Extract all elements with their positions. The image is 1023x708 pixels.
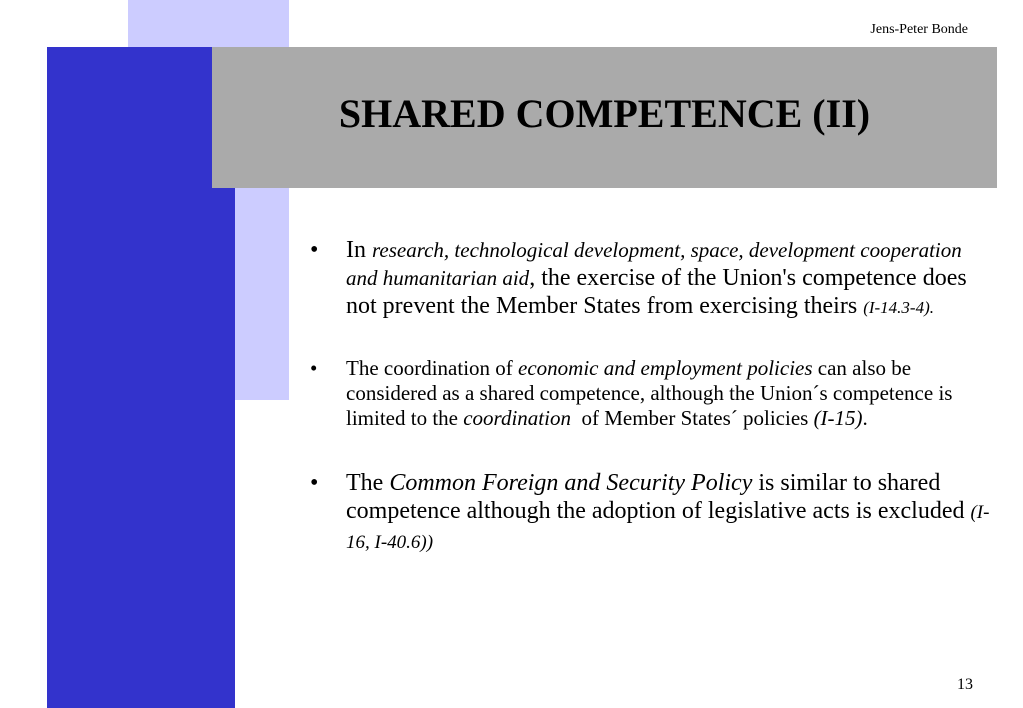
article-reference: (I-16, I-40.6)) — [346, 502, 990, 553]
bullet-text: , the exercise of the Union's competence does not prevent the Member States from exercising theirs — [346, 265, 967, 319]
slide-title: SHARED COMPETENCE (II) — [338, 91, 871, 136]
bullet-text: is similar to shared competence although the adoption of legislative acts is excluded — [346, 470, 971, 524]
article-reference: (I-15) — [813, 406, 863, 430]
decorative-blue-panel — [47, 47, 235, 708]
bullet-text: The coordination of — [346, 356, 519, 380]
bullet-text: The — [346, 470, 390, 496]
bullet-item — [300, 236, 990, 322]
bullet-list — [300, 236, 990, 557]
bullet-item — [300, 469, 990, 557]
bullet-text-italic: Common Foreign and Security Policy — [389, 470, 753, 496]
bullet-icon: • — [310, 356, 318, 380]
bullet-item — [300, 356, 990, 431]
bullet-text-italic: coordination — [463, 406, 571, 430]
page-number: 13 — [957, 676, 973, 693]
bullet-text: of Member States´ policies — [570, 406, 814, 430]
author-name: Jens-Peter Bonde — [870, 22, 968, 37]
bullet-text: can also be considered as a shared competence, although the Union´s competence is limited to the — [346, 356, 953, 430]
bullet-text-italic: economic and employment policies — [518, 356, 813, 380]
bullet-text: . — [862, 406, 868, 430]
bullet-icon: • — [310, 237, 319, 263]
bullet-text: In — [346, 237, 372, 263]
article-reference: (I-14.3-4). — [863, 298, 934, 317]
bullet-text-italic: research, technological development, space, development cooperation and humanitarian aid — [346, 238, 962, 290]
bullet-icon: • — [310, 470, 319, 496]
title-band — [212, 47, 997, 188]
